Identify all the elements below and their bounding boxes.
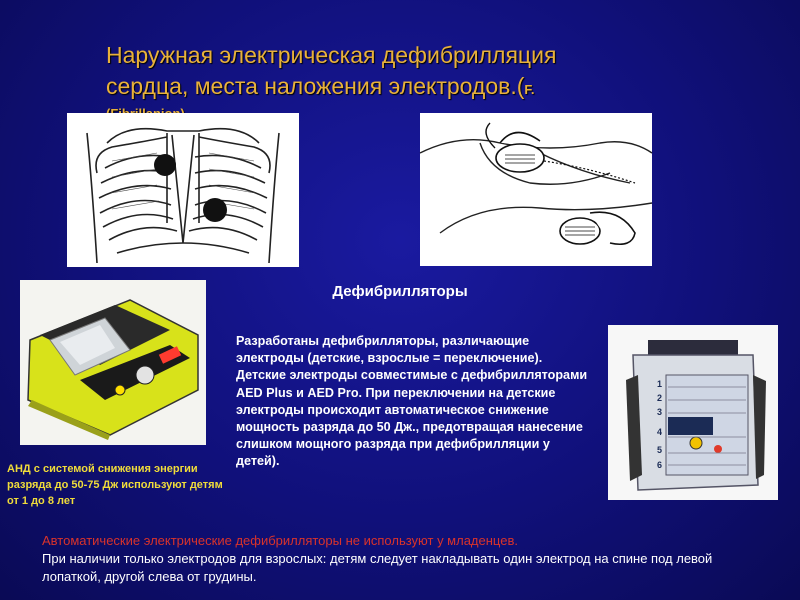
manual-defibrillator-photo — [608, 325, 778, 500]
title-line-2: сердца, места наложения электродов.( — [106, 73, 525, 99]
defibrillators-heading: Дефибрилляторы — [332, 283, 468, 300]
aed-caption: АНД с системой снижения энергии разряда до 50-75 Дж используют детям от 1 до 8 лет — [7, 463, 223, 507]
title-reference: F. — [524, 82, 535, 97]
panel-number-2: 2 — [657, 393, 663, 403]
panel-number-5: 5 — [657, 445, 663, 455]
infant-warning-note: Автоматические электрические дефибрилляторы не используют у младенцев. — [42, 533, 518, 548]
title-line-1: Наружная электрическая дефибрилляция — [106, 42, 557, 68]
panel-number-4: 4 — [657, 427, 663, 437]
paddles-on-chest-image — [420, 113, 652, 266]
panel-number-1: 1 — [657, 379, 663, 389]
aed-device-photo — [20, 280, 206, 445]
defibrillator-description: Разработаны дефибрилляторы, различающие электроды (детские, взрослые = переключение). Детские электроды совместимые с дефибрилляторами AED Plus и AED Pro. При переключении на детские электроды происходит автоматическое снижение мощность разряда до 50 Дж., предотвращая нанесение слишком мощного разряда при дефибрилляции у детей). — [236, 334, 588, 469]
title-reference-term — [106, 98, 726, 112]
panel-number-3: 3 — [657, 407, 663, 417]
ribcage-electrode-placement-image — [67, 113, 299, 267]
adult-electrodes-note: При наличии только электродов для взрослых: детям следует накладывать один электрод на спине под левой лопаткой, другой слева от грудины. — [42, 551, 713, 584]
panel-number-6: 6 — [657, 460, 663, 470]
slide-title — [106, 40, 726, 112]
